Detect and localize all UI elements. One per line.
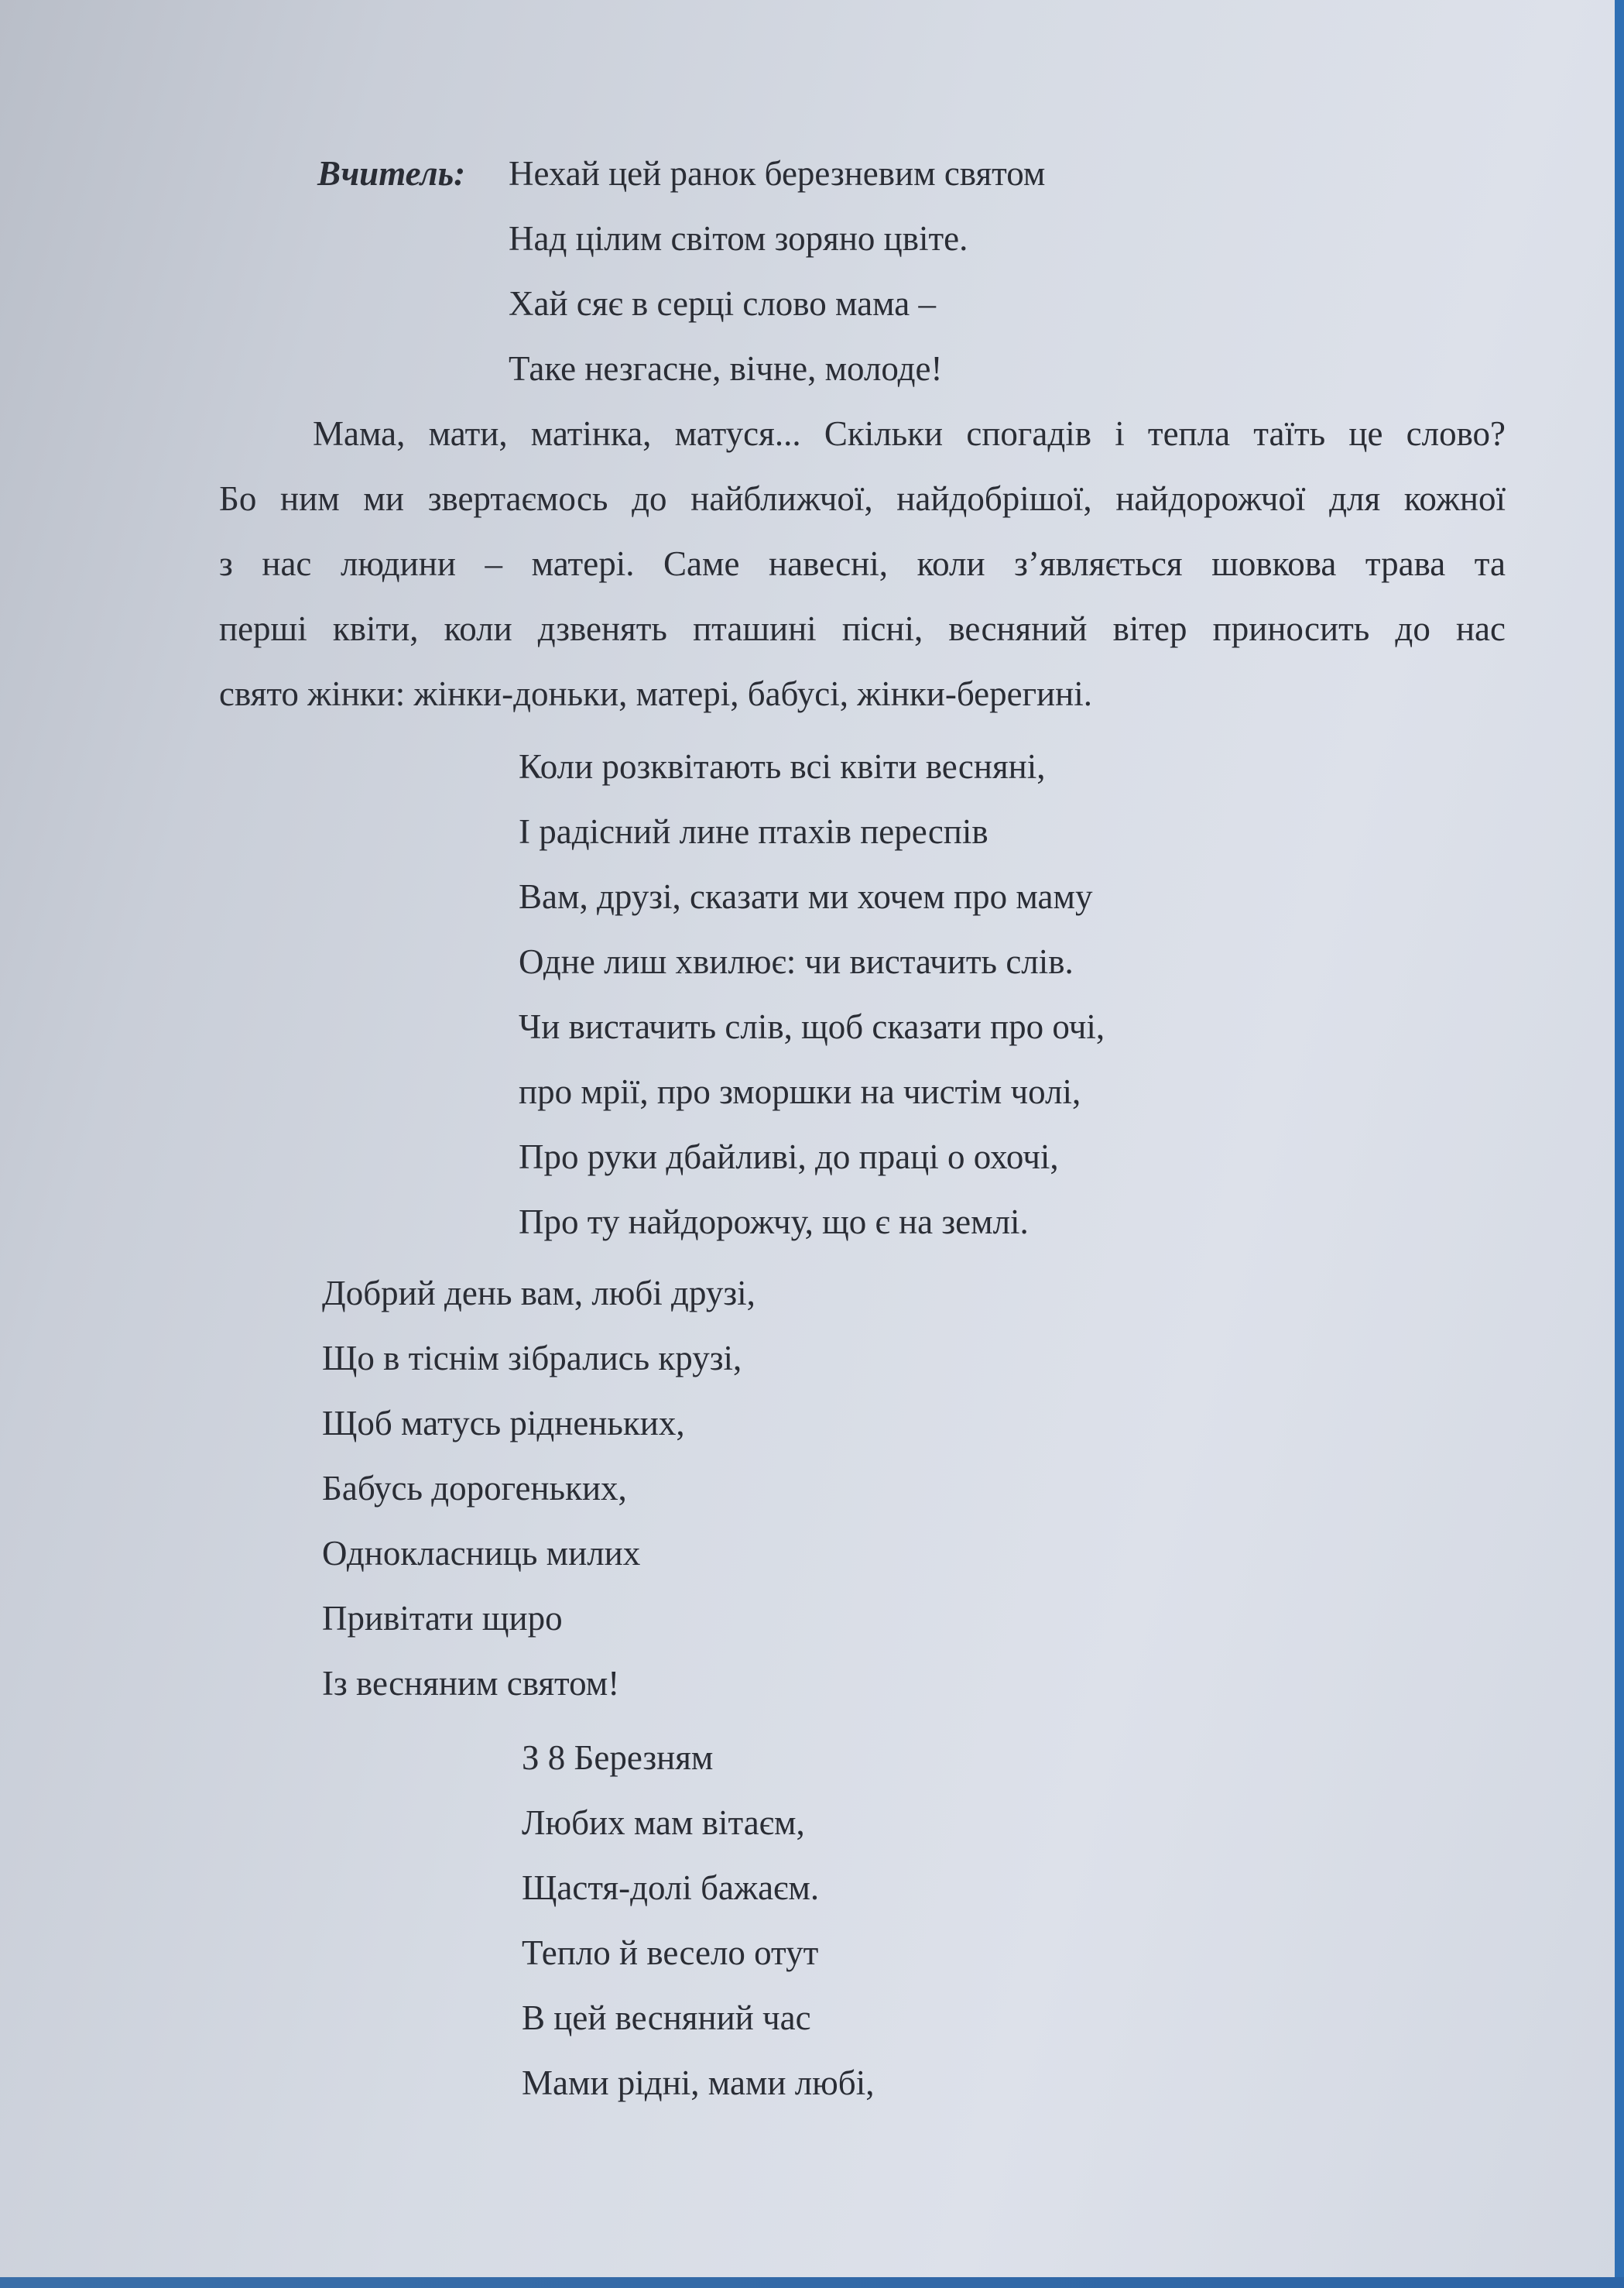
paragraph-line: Мама, мати, матінка, матуся... Скільки спогадів і тепла таїть це слово? — [313, 414, 1506, 453]
poem1-line: Вам, друзі, сказати ми хочем про маму — [519, 877, 1093, 916]
intro-line: Таке незгасне, вічне, молоде! — [509, 349, 943, 388]
poem1-line: Чи вистачить слів, щоб сказати про очі, — [519, 1007, 1105, 1046]
poem2-line: Привітати щиро — [322, 1599, 563, 1638]
poem2-line: Щоб матусь рідненьких, — [322, 1404, 685, 1442]
intro-line: Над цілим світом зоряно цвіте. — [509, 219, 968, 258]
poem1-line: Коли розквітають всі квіти весняні, — [519, 747, 1046, 786]
poem2-line: Однокласниць милих — [322, 1534, 641, 1573]
paragraph-line: Бо ним ми звертаємось до найближчої, найдобрішої, найдорожчої для кожної — [219, 479, 1506, 518]
poem3-line: Щастя-долі бажаєм. — [522, 1868, 820, 1907]
intro-line: Хай сяє в серці слово мама – — [509, 284, 937, 323]
intro-line: Нехай цей ранок березневим святом — [509, 154, 1046, 193]
paragraph-line: перші квіти, коли дзвенять пташині пісні, весняний вітер приносить до нас — [219, 609, 1506, 648]
poem1-line: Про руки дбайливі, до праці о охочі, — [519, 1137, 1059, 1176]
desk-edge-right — [1615, 0, 1624, 2288]
poem1-line: про мрії, про зморшки на чистім чолі, — [519, 1072, 1081, 1111]
poem1-line: Про ту найдорожчу, що є на землі. — [519, 1202, 1029, 1241]
paragraph-line: свято жінки: жінки-доньки, матері, бабусі, жінки-берегині. — [219, 674, 1092, 713]
desk-edge-bottom — [0, 2277, 1624, 2288]
poem3-line: В цей весняний час — [522, 1998, 811, 2037]
poem3-line: Тепло й весело отут — [522, 1933, 819, 1972]
poem3-line: Мами рідні, мами любі, — [522, 2063, 875, 2102]
poem1-line: Одне лиш хвилює: чи вистачить слів. — [519, 942, 1074, 981]
poem2-line: Добрий день вам, любі друзі, — [322, 1274, 755, 1312]
poem2-line: Що в тіснім зібрались крузі, — [322, 1339, 742, 1377]
paragraph-line: з нас людини – матері. Саме навесні, коли з’являється шовкова трава та — [219, 544, 1506, 583]
poem2-line: Із весняним святом! — [322, 1664, 620, 1703]
speaker-label: Вчитель: — [317, 154, 466, 193]
poem1-line: І радісний лине птахів переспів — [519, 812, 988, 851]
poem3-line: З 8 Березням — [522, 1738, 714, 1777]
poem2-line: Бабусь дорогеньких, — [322, 1469, 627, 1508]
poem3-line: Любих мам вітаєм, — [522, 1803, 805, 1842]
